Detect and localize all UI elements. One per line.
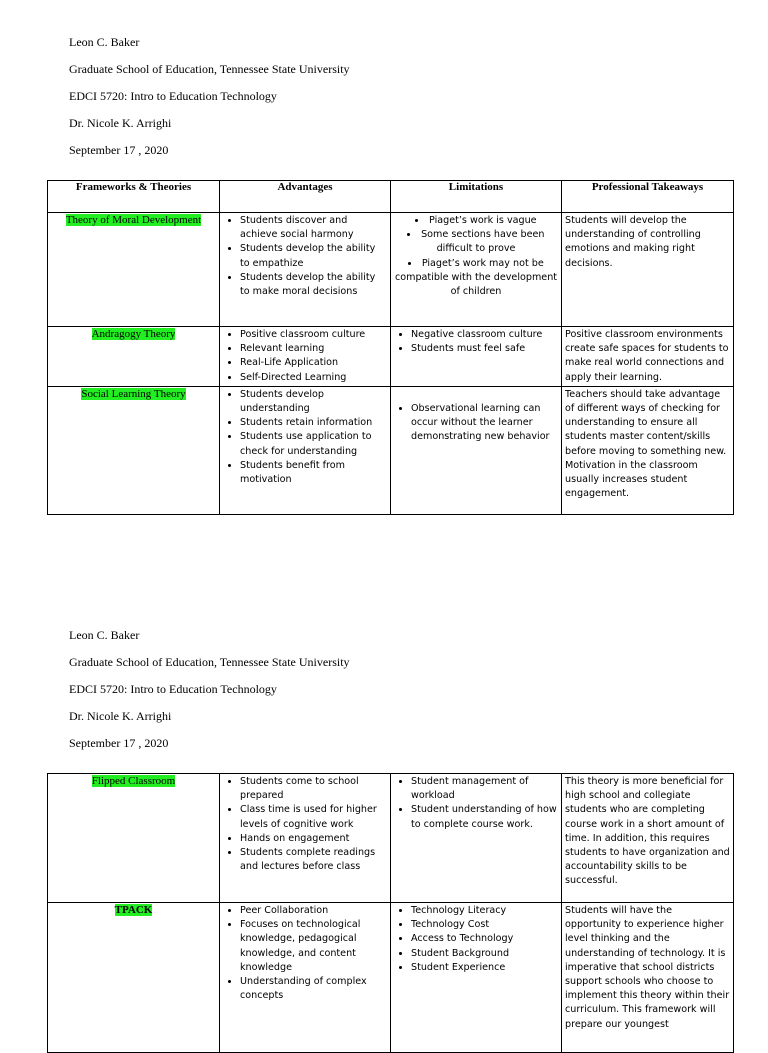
list-item: • Students discover and achieve social harmony xyxy=(240,214,387,242)
list-item: • Peer Collaboration xyxy=(240,904,387,918)
framework-cell xyxy=(48,774,220,903)
instructor-name: Dr. Nicole K. Arrighi xyxy=(69,116,172,130)
advantages-cell xyxy=(220,327,391,387)
instructor-name: Dr. Nicole K. Arrighi xyxy=(69,709,172,723)
list-item: • Positive classroom culture xyxy=(240,328,387,342)
list-item: • Hands on engagement xyxy=(240,832,387,846)
list-item: • Technology Cost xyxy=(411,918,558,932)
list-item: • Some sections have been difficult to prove xyxy=(394,228,558,256)
list-item: • Students benefit from motivation xyxy=(240,459,387,487)
table-row xyxy=(48,774,734,903)
date: September 17 , 2020 xyxy=(69,736,169,750)
list-item: • Students retain information xyxy=(240,416,387,430)
list-item: • Students complete readings and lectures before class xyxy=(240,846,387,874)
list-item: • Self-Directed Learning xyxy=(240,371,387,385)
table-header-row xyxy=(48,181,734,213)
limitations-cell xyxy=(391,327,562,387)
limitations-cell xyxy=(391,774,562,903)
frameworks-table-continued xyxy=(47,773,734,1053)
author-name: Leon C. Baker xyxy=(69,628,140,642)
advantages-cell xyxy=(220,903,391,1053)
table-row xyxy=(48,386,734,514)
list-item: • Student understanding of how to complete course work. xyxy=(411,803,558,831)
column-header: Professional Takeaways xyxy=(562,181,734,213)
framework-cell xyxy=(48,386,220,514)
limitations-cell xyxy=(391,386,562,514)
frameworks-table xyxy=(47,180,734,515)
list-item: • Class time is used for higher levels of cognitive work xyxy=(240,803,387,831)
table-row xyxy=(48,327,734,387)
list-item: • Relevant learning xyxy=(240,342,387,356)
advantages-cell xyxy=(220,386,391,514)
course-title: EDCI 5720: Intro to Education Technology xyxy=(69,682,277,696)
list-item: • Piaget’s work may not be compatible with the development of children xyxy=(394,257,558,300)
list-item: • Piaget’s work is vague xyxy=(394,214,558,228)
framework-name: Social Learning Theory xyxy=(81,387,186,400)
framework-name: TPACK xyxy=(114,904,153,916)
school-name: Graduate School of Education, Tennessee State University xyxy=(69,655,350,669)
list-item: • Understanding of complex concepts xyxy=(240,975,387,1003)
author-name: Leon C. Baker xyxy=(69,35,140,49)
list-item: • Students must feel safe xyxy=(411,342,558,356)
column-header: Limitations xyxy=(391,181,562,213)
column-header: Frameworks & Theories xyxy=(48,181,220,213)
date: September 17 , 2020 xyxy=(69,143,169,157)
framework-cell xyxy=(48,213,220,327)
list-item: • Technology Literacy xyxy=(411,904,558,918)
takeaway-cell: This theory is more beneficial for high school and collegiate students who are completing course work in a short amount of time. In addition, this requires students to have organization and accountability skills to be successful. xyxy=(562,774,734,903)
takeaway-cell: Positive classroom environments create safe spaces for students to make real world connections and apply their learning. xyxy=(562,327,734,387)
framework-cell xyxy=(48,327,220,387)
limitations-cell xyxy=(391,903,562,1053)
framework-name: Theory of Moral Development xyxy=(65,214,202,226)
list-item: • Students come to school prepared xyxy=(240,775,387,803)
list-item: • Focuses on technological knowledge, pedagogical knowledge, and content knowledge xyxy=(240,918,387,975)
list-item: • Observational learning can occur without the learner demonstrating new behavior xyxy=(411,402,558,445)
limitations-cell xyxy=(391,213,562,327)
framework-cell xyxy=(48,903,220,1053)
column-header: Advantages xyxy=(220,181,391,213)
table-row xyxy=(48,903,734,1053)
school-name: Graduate School of Education, Tennessee State University xyxy=(69,62,350,76)
list-item: • Access to Technology xyxy=(411,932,558,946)
list-item: • Negative classroom culture xyxy=(411,328,558,342)
list-item: • Students develop the ability to make moral decisions xyxy=(240,271,387,299)
list-item: • Student Background xyxy=(411,947,558,961)
list-item: • Students develop the ability to empathize xyxy=(240,242,387,270)
list-item: • Student management of workload xyxy=(411,775,558,803)
list-item: • Student Experience xyxy=(411,961,558,975)
list-item: • Real-Life Application xyxy=(240,356,387,370)
takeaway-cell: Teachers should take advantage of different ways of checking for understanding to ensure all students master content/skills before moving to something new. Motivation in the classroom usually increases student engagement. xyxy=(562,386,734,514)
table-row xyxy=(48,213,734,327)
list-item: • Students develop understanding xyxy=(240,388,387,416)
advantages-cell xyxy=(220,213,391,327)
advantages-cell xyxy=(220,774,391,903)
takeaway-cell: Students will develop the understanding of controlling emotions and making right decisions. xyxy=(562,213,734,327)
list-item: • Students use application to check for understanding xyxy=(240,430,387,458)
framework-name: Andragogy Theory xyxy=(91,328,176,340)
course-title: EDCI 5720: Intro to Education Technology xyxy=(69,89,277,103)
takeaway-cell: Students will have the opportunity to experience higher level thinking and the understanding of technology. It is imperative that school districts support schools who choose to implement this theory within their curriculum. This framework will prepare our youngest xyxy=(562,903,734,1053)
framework-name: Flipped Classroom xyxy=(91,775,176,787)
